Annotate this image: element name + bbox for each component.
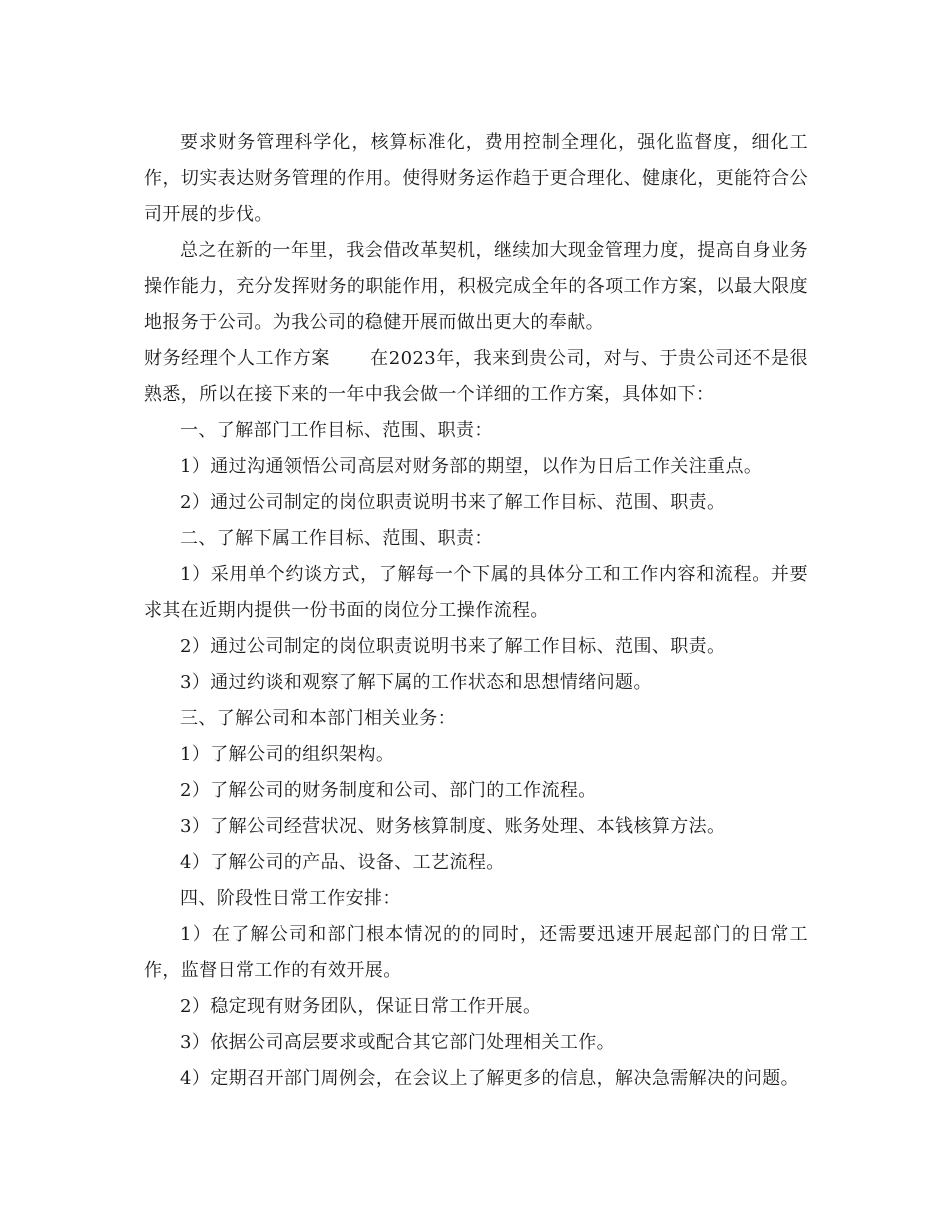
list-item: 3）通过约谈和观察了解下属的工作状态和思想情绪问题。 (180, 672, 652, 693)
section-heading: 四、阶段性日常工作安排： (180, 888, 401, 909)
plan-title: 财务经理个人工作方案 (144, 348, 330, 369)
list-item: 3）了解公司经营状况、财务核算制度、账务处理、本钱核算方法。 (180, 816, 726, 837)
document-body (144, 125, 808, 1097)
list-item: 3）依据公司高层要求或配合其它部门处理相关工作。 (180, 1032, 616, 1053)
list-item: 2）通过公司制定的岗位职责说明书来了解工作目标、范围、职责。 (180, 492, 726, 513)
paragraph: 总之在新的一年里，我会借改革契机，继续加大现金管理力度，提高自身业务操作能力，充分发挥财务的职能作用，积极完成全年的各项工作方案，以最大限度地报务于公司。为我公司的稳健开展而做出更大的奉献。 (144, 240, 808, 333)
plan-heading-paragraph (144, 341, 808, 413)
list-item: 4）定期召开部门周例会，在会议上了解更多的信息，解决急需解决的问题。 (180, 1068, 800, 1089)
section-heading: 一、了解部门工作目标、范围、职责： (180, 420, 493, 441)
list-item: 1）在了解公司和部门根本情况的的同时，还需要迅速开展起部门的日常工作，监督日常工作的有效开展。 (144, 924, 808, 981)
list-item: 2）了解公司的财务制度和公司、部门的工作流程。 (180, 780, 597, 801)
plan-intro: 在2023年，我来到贵公司，对与、于贵公司还不是很熟悉，所以在接下来的一年中我会做一个详细的工作方案，具体如下： (144, 348, 808, 405)
paragraph: 要求财务管理科学化，核算标准化，费用控制全理化，强化监督度，细化工作，切实表达财务管理的作用。使得财务运作趋于更合理化、健康化，更能符合公司开展的步伐。 (144, 132, 808, 225)
list-item: 2）稳定现有财务团队，保证日常工作开展。 (180, 996, 542, 1017)
list-item: 2）通过公司制定的岗位职责说明书来了解工作目标、范围、职责。 (180, 636, 726, 657)
section-heading: 三、了解公司和本部门相关业务： (180, 708, 456, 729)
section-heading: 二、了解下属工作目标、范围、职责： (180, 528, 493, 549)
list-item: 1）了解公司的组织架构。 (180, 744, 395, 765)
list-item: 1）通过沟通领悟公司高层对财务部的期望，以作为日后工作关注重点。 (180, 456, 763, 477)
list-item: 1）采用单个约谈方式，了解每一个下属的具体分工和工作内容和流程。并要求其在近期内提供一份书面的岗位分工操作流程。 (144, 564, 808, 621)
list-item: 4）了解公司的产品、设备、工艺流程。 (180, 852, 505, 873)
